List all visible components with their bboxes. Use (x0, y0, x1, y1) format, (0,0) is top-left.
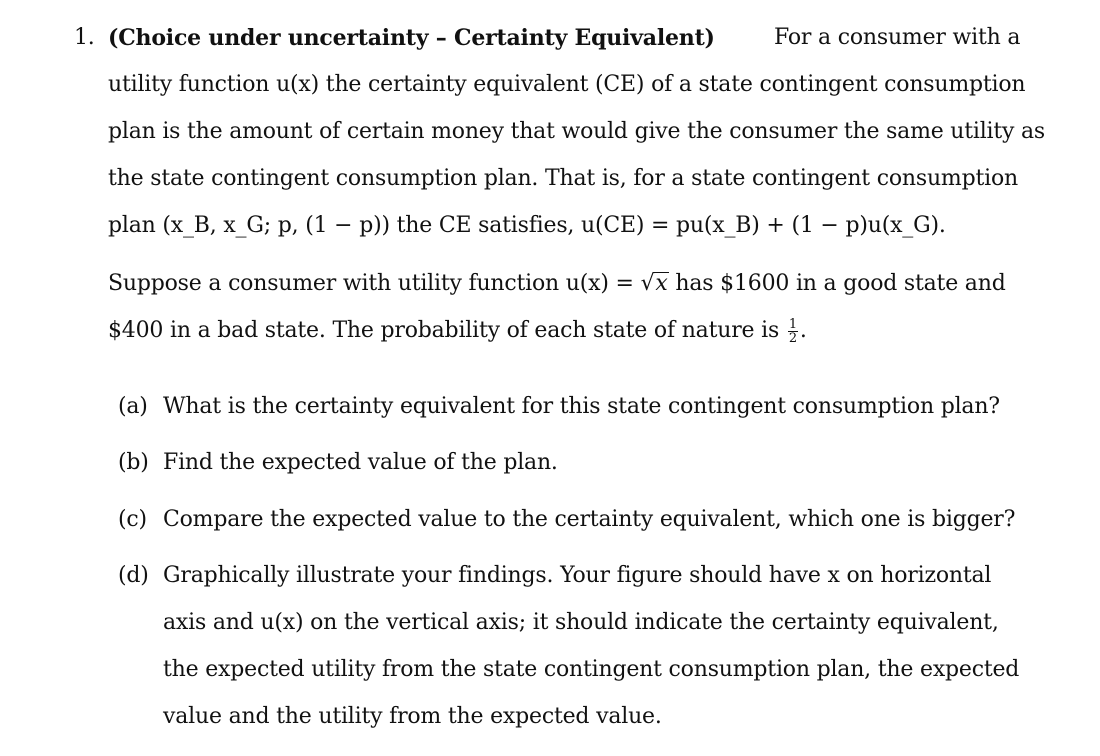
intro-line-3: plan is the amount of certain money that would give the consumer the same utility as (108, 119, 1045, 144)
part-a-label: (a) (118, 394, 148, 419)
part-a-text: What is the certainty equivalent for this state contingent consumption plan? (163, 394, 1000, 419)
part-b-label: (b) (118, 450, 149, 475)
one-half-fraction (788, 318, 798, 345)
setup-line-2-a: $400 in a bad state. The probability of each state of nature is (108, 318, 780, 343)
fraction-numerator: 1 (788, 316, 797, 332)
intro-line-1: For a consumer with a (774, 25, 1021, 50)
part-c-label: (c) (118, 507, 147, 532)
setup-line-2 (108, 317, 807, 345)
part-c-text: Compare the expected value to the certainty equivalent, which one is bigger? (163, 507, 1016, 532)
part-d-line-3: the expected utility from the state contingent consumption plan, the expected (163, 657, 1020, 682)
part-b-text: Find the expected value of the plan. (163, 450, 558, 475)
sqrt-variable: x (655, 271, 668, 296)
setup-line-1-b: has $1600 in a good state and (675, 271, 1006, 296)
sqrt-expression: √x (640, 271, 668, 296)
setup-line-1-a: Suppose a consumer with utility function u(x) = (108, 271, 634, 296)
setup-line-1 (108, 270, 1006, 298)
problem-number: 1. (74, 25, 95, 50)
setup-line-2-b: . (799, 318, 807, 343)
problem-title: (Choice under uncertainty – Certainty Equivalent) (108, 25, 715, 51)
part-d-label: (d) (118, 563, 149, 588)
part-d-line-1: Graphically illustrate your findings. Your figure should have x on horizontal (163, 563, 992, 588)
intro-line-2: utility function u(x) the certainty equivalent (CE) of a state contingent consumption (108, 72, 1026, 97)
part-d-line-2: axis and u(x) on the vertical axis; it should indicate the certainty equivalent, (163, 610, 999, 635)
intro-line-4: the state contingent consumption plan. That is, for a state contingent consumption (108, 166, 1018, 191)
fraction-denominator: 2 (788, 330, 797, 346)
intro-line-5: plan (x_B, x_G; p, (1 − p)) the CE satisfies, u(CE) = pu(x_B) + (1 − p)u(x_G). (108, 213, 946, 238)
part-d-line-4: value and the utility from the expected value. (163, 704, 662, 729)
